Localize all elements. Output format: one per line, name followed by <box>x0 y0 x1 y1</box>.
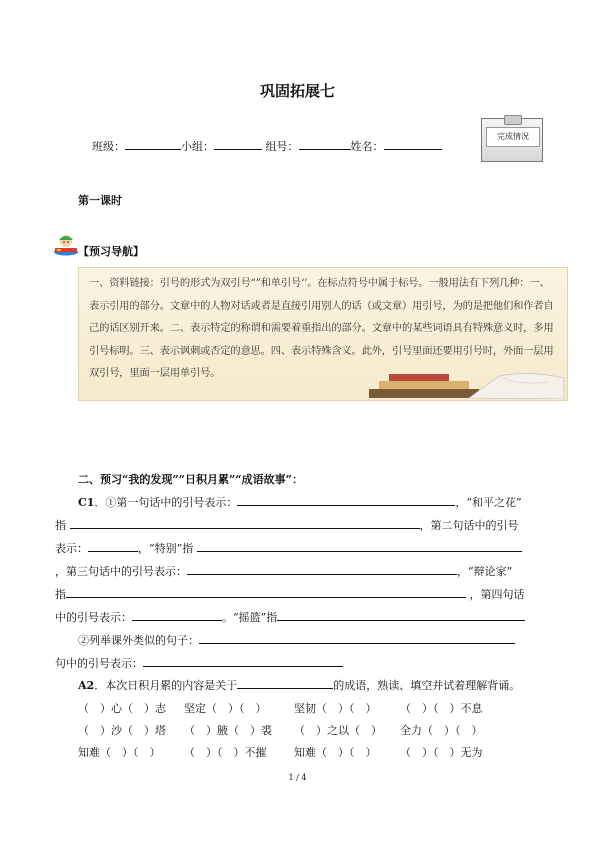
c1-blank-5[interactable] <box>187 564 457 575</box>
idiom-row <box>78 700 510 716</box>
c1-line5-end: ，第四句话 <box>469 588 525 601</box>
c1-line3-start: 表示： <box>55 542 88 555</box>
a2-line1-end: 的成语，熟读、填空并试着理解背诵。 <box>333 679 521 692</box>
c1-blank-3[interactable] <box>88 541 138 552</box>
idiom-item[interactable]: 全力（ ）（ ） <box>400 724 483 737</box>
c1-line2-end: ，第二句话中的引号 <box>419 519 519 532</box>
c1-line2 <box>55 517 519 533</box>
c1-blank-6[interactable] <box>66 587 466 598</box>
class-label: 班级： <box>92 140 125 153</box>
group-field[interactable] <box>214 139 262 150</box>
c1-line4 <box>55 563 512 579</box>
c1-line2-start: 指 <box>55 519 66 532</box>
idiom-item[interactable]: 知难（ ）（ ） <box>294 746 377 759</box>
group-label: 小组： <box>181 140 214 153</box>
preview-nav-heading: 【预习导航】 <box>78 245 144 258</box>
idiom-item[interactable]: （ ）（ ）不息 <box>400 702 483 715</box>
idiom-item[interactable]: 坚韧（ ）（ ） <box>294 702 377 715</box>
c1-blank-9[interactable] <box>199 633 515 644</box>
c1-line8-start: 句中的引号表示： <box>55 657 143 670</box>
c1-line4-start: ，第三句话中的引号表示： <box>55 565 187 578</box>
c1-line3-mid: ，“特别”指 <box>138 542 194 555</box>
c1-line8 <box>55 655 343 671</box>
a2-label: A2 <box>78 679 95 692</box>
section2-heading: 二、预习“我的发现”“日积月累”“成语故事”： <box>78 473 303 486</box>
idiom-item[interactable]: （ ）沙（ ）塔 <box>78 724 166 737</box>
idiom-item[interactable]: （ ）腋（ ）裘 <box>184 724 272 737</box>
c1-blank-2[interactable] <box>70 518 420 529</box>
idiom-item[interactable]: （ ）心（ ）志 <box>78 702 166 715</box>
idiom-item[interactable]: （ ）（ ）不摧 <box>184 746 267 759</box>
number-label: 组号： <box>265 140 299 153</box>
c1-line4-end: ，“辩论家” <box>457 565 513 578</box>
idiom-row <box>78 744 510 760</box>
c1-line5-start: 指 <box>55 588 66 601</box>
student-info-line <box>92 138 442 154</box>
idiom-item[interactable]: （ ）之以（ ） <box>294 724 382 737</box>
c1-blank-7[interactable] <box>132 610 222 621</box>
c1-line1 <box>78 494 522 510</box>
name-label: 姓名： <box>350 140 384 153</box>
c1-blank-10[interactable] <box>143 656 343 667</box>
c1-line6-start: 中的引号表示： <box>55 611 132 624</box>
c1-line1-text: ．①第一句话中的引号表示： <box>94 496 238 509</box>
c1-blank-4[interactable] <box>197 541 522 552</box>
a2-line1 <box>78 677 520 693</box>
idiom-item[interactable]: （ ）（ ）无为 <box>400 746 483 759</box>
c1-label: C1 <box>78 496 95 509</box>
c1-line7-start: ②列举课外类似的句子： <box>78 634 199 647</box>
page-number: 1 / 4 <box>288 773 307 782</box>
resource-panel <box>78 267 568 401</box>
completion-status-label: 完成情况 <box>486 127 540 147</box>
name-field[interactable] <box>384 139 442 150</box>
c1-blank-8[interactable] <box>277 610 525 621</box>
c1-line6-mid: 。“摇篮”指 <box>222 611 278 624</box>
lesson-heading: 第一课时 <box>78 194 122 207</box>
idiom-item[interactable]: 坚定（ ）（ ） <box>184 702 267 715</box>
completion-status-box <box>481 118 543 162</box>
c1-line5 <box>55 586 525 602</box>
mascot-icon <box>53 232 79 256</box>
class-field[interactable] <box>125 139 181 150</box>
c1-line3 <box>55 540 522 556</box>
resource-text: 一、资料链接：引号的形式为双引号“”和单引号‘’。在标点符号中属于标号。一般用法有下列几种：一、表示引用的部分。文章中的人物对话或者是直接引用别人的话（或文章）用引号，为的是把他们和作者自己的话区别开来。二、表示特定的称谓和需要着重指出的部分。文章中的某些词语具有特殊意义时，多用引号标明。三、表示讽刺或否定的意思。四、表示特殊含义。此外，引号里面还要用引号时，外面一层用双引号，里面一层用单引号。 <box>89 277 554 379</box>
c1-blank-1[interactable] <box>237 495 455 506</box>
idiom-row <box>78 722 510 738</box>
a2-blank-1[interactable] <box>237 678 333 689</box>
c1-line6 <box>55 609 525 625</box>
books-illustration <box>349 368 565 399</box>
page-title: 巩固拓展七 <box>259 82 335 100</box>
clip-icon <box>504 115 522 125</box>
c1-line7 <box>78 632 515 648</box>
number-field[interactable] <box>299 139 351 150</box>
idiom-item[interactable]: 知难（ ）（ ） <box>78 746 161 759</box>
c1-line1-end: ，“和平之花” <box>455 496 522 509</box>
a2-line1-text: ．本次日积月累的内容是关于 <box>94 679 238 692</box>
